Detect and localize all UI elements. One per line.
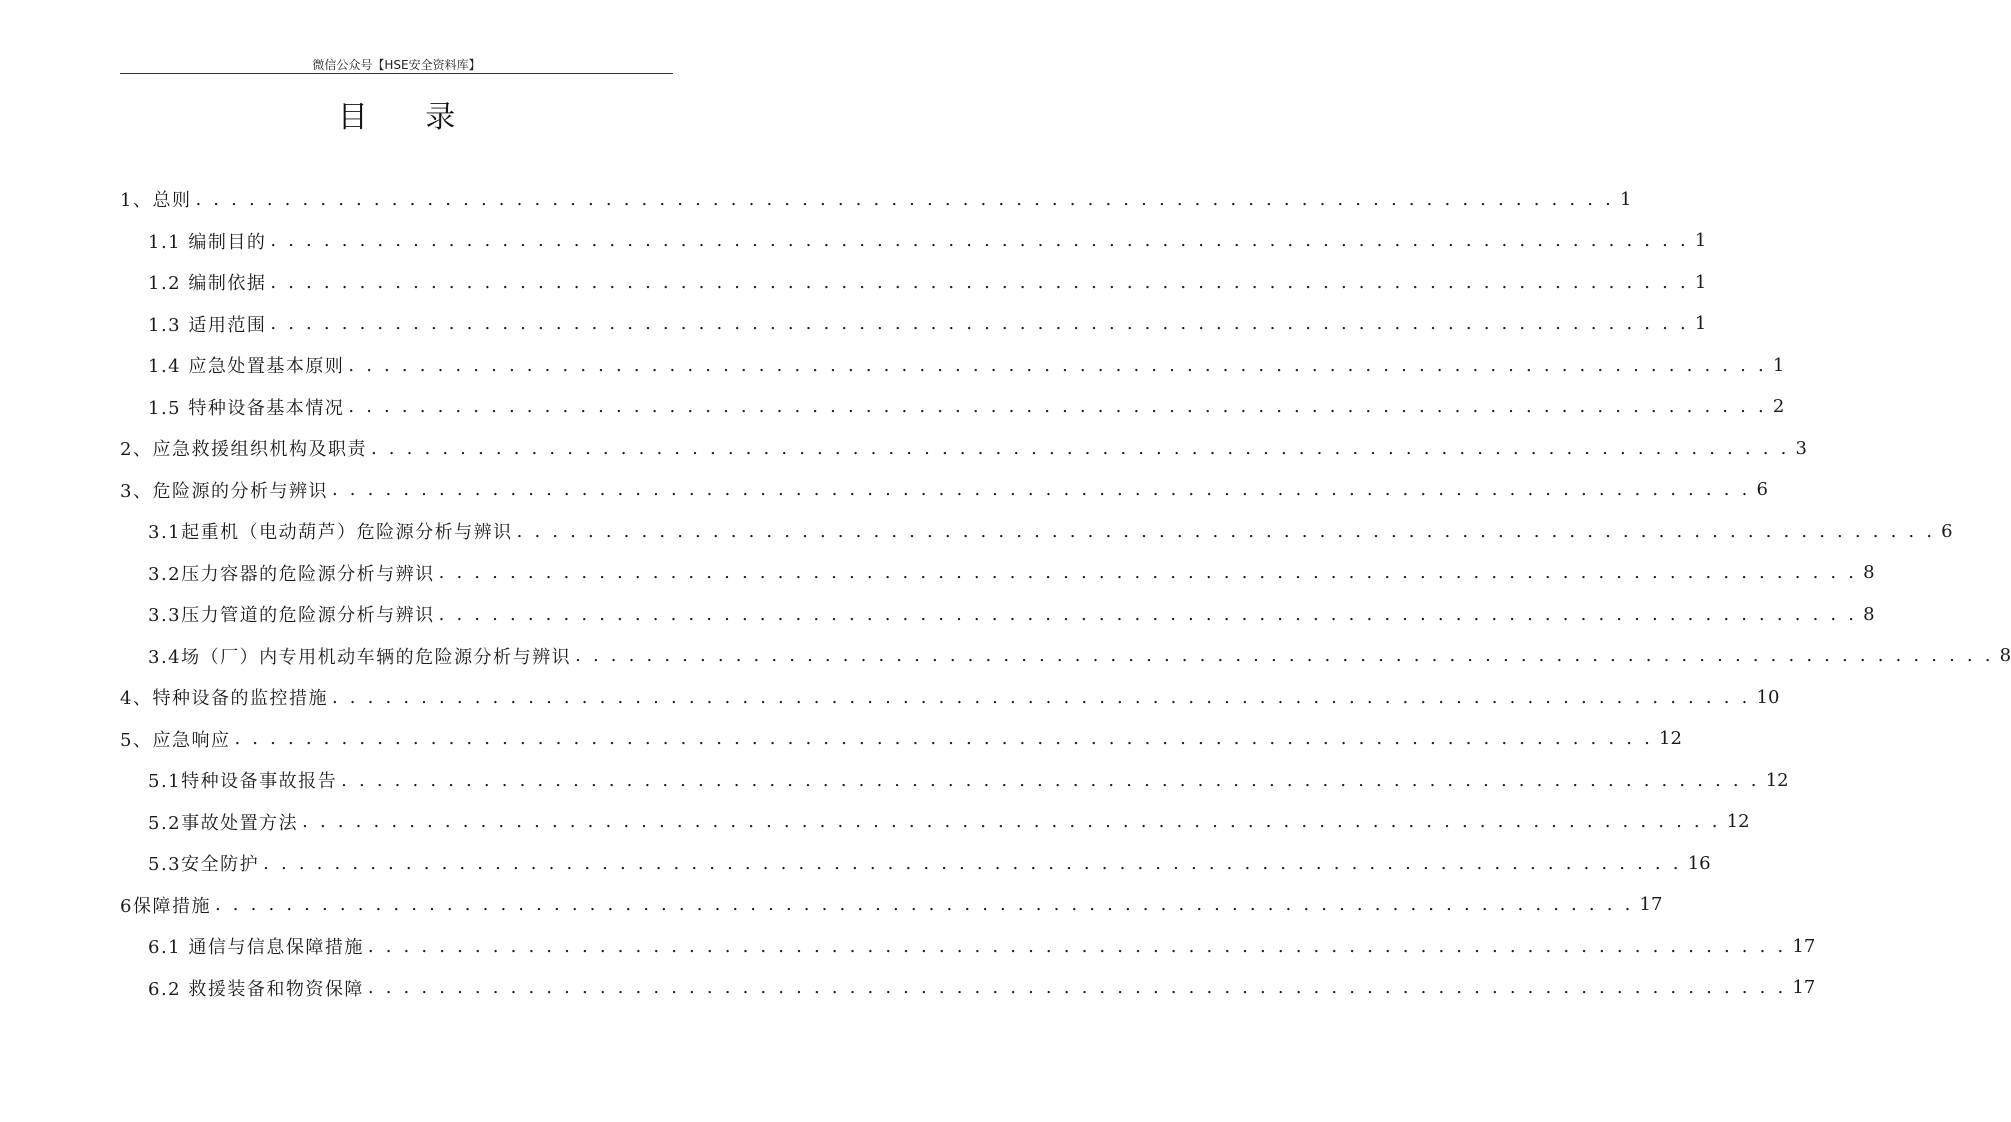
toc-entry[interactable] bbox=[120, 433, 1807, 463]
toc-entry[interactable] bbox=[120, 475, 1768, 505]
toc-entry[interactable] bbox=[148, 350, 1785, 380]
toc-entry-page: 6 bbox=[1941, 520, 1953, 542]
toc-entry-page: 12 bbox=[1765, 769, 1789, 791]
toc-leader-dots: . . . . . . . . . . . . . . . . . . . . . . . . . . . . . . . . . . . . . . . . . . . . . . . . . . . . . . . . . . . . . . . . . . . . . . . . . . . . . . . . bbox=[341, 769, 1760, 791]
toc-entry[interactable] bbox=[148, 599, 1875, 629]
toc-entry-page: 12 bbox=[1726, 811, 1750, 832]
toc-entry-page: 8 bbox=[1863, 603, 1875, 625]
toc-entry-page: 10 bbox=[1756, 686, 1780, 708]
toc-entry-page: 1 bbox=[1772, 354, 1785, 376]
toc-entry-page: 8 bbox=[1999, 645, 2011, 666]
toc-entry[interactable] bbox=[120, 724, 1682, 754]
toc-entry-label: 3.3压力管道的危险源分析与辨识 bbox=[148, 605, 435, 626]
toc-entry-label: 1、总则 bbox=[120, 190, 192, 211]
toc-entry-label: 1.2 编制依据 bbox=[148, 273, 267, 294]
toc-entry-label: 5.3安全防护 bbox=[148, 854, 260, 875]
toc-entry-label: 6保障措施 bbox=[120, 895, 211, 917]
toc-leader-dots: . . . . . . . . . . . . . . . . . . . . . . . . . . . . . . . . . . . . . . . . . . . . . . . . . . . . . . . . . . . . . . . . . . . . . . . . . . . . . . . . bbox=[270, 271, 1689, 293]
toc-entry-page: 1 bbox=[1694, 230, 1707, 251]
toc-entry[interactable] bbox=[148, 392, 1785, 422]
toc-entry-page: 17 bbox=[1639, 894, 1663, 915]
toc-entry-label: 3.4场（厂）内专用机动车辆的危险源分析与辨识 bbox=[148, 646, 572, 668]
toc-leader-dots: . . . . . . . . . . . . . . . . . . . . . . . . . . . . . . . . . . . . . . . . . . . . . . . . . . . . . . . . . . . . . . . . . . . . . . . . . . . . . . . . bbox=[348, 354, 1767, 376]
toc-leader-dots: . . . . . . . . . . . . . . . . . . . . . . . . . . . . . . . . . . . . . . . . . . . . . . . . . . . . . . . . . . . . . . . . . . . . . . . . . . . . . . . . bbox=[331, 686, 1751, 708]
toc-entry[interactable] bbox=[148, 267, 1707, 297]
toc-entry-page: 12 bbox=[1659, 728, 1682, 749]
toc-entry-label: 5.2事故处置方法 bbox=[148, 812, 299, 834]
toc-leader-dots: . . . . . . . . . . . . . . . . . . . . . . . . . . . . . . . . . . . . . . . . . . . . . . . . . . . . . . . . . . . . . . . . . . . . . . . . . . . . . . . . bbox=[348, 396, 1767, 417]
toc-entry-label: 6.2 救援装备和物资保障 bbox=[148, 978, 364, 1000]
toc-entry[interactable] bbox=[148, 765, 1789, 795]
toc-entry-page: 1 bbox=[1694, 313, 1707, 334]
toc-entry-page: 8 bbox=[1863, 562, 1875, 583]
toc-entry[interactable] bbox=[120, 184, 1632, 214]
toc-leader-dots: . . . . . . . . . . . . . . . . . . . . . . . . . . . . . . . . . . . . . . . . . . . . . . . . . . . . . . . . . . . . . . . . . . . . . . . . . . . . . . . . bbox=[516, 520, 1936, 542]
toc-leader-dots: . . . . . . . . . . . . . . . . . . . . . . . . . . . . . . . . . . . . . . . . . . . . . . . . . . . . . . . . . . . . . . . . . . . . . . . . . . . . . . . . bbox=[270, 230, 1689, 251]
toc-entry-page: 17 bbox=[1792, 977, 1816, 998]
toc-leader-dots: . . . . . . . . . . . . . . . . . . . . . . . . . . . . . . . . . . . . . . . . . . . . . . . . . . . . . . . . . . . . . . . . . . . . . . . . . . . . . . . . bbox=[270, 313, 1689, 334]
page-header: 微信公众号【HSE安全资料库】 bbox=[312, 58, 481, 72]
toc-entry-label: 5.1特种设备事故报告 bbox=[148, 771, 338, 792]
toc-entry-page: 2 bbox=[1772, 396, 1785, 417]
toc-entry-label: 1.3 适用范围 bbox=[148, 314, 267, 336]
toc-entry-page: 17 bbox=[1792, 935, 1816, 957]
toc-entry-label: 3.1起重机（电动葫芦）危险源分析与辨识 bbox=[148, 522, 513, 543]
toc-entry-label: 3、危险源的分析与辨识 bbox=[120, 480, 328, 502]
toc-entry-page: 1 bbox=[1620, 188, 1632, 210]
toc-entry-page: 16 bbox=[1687, 852, 1711, 874]
toc-entry-label: 2、应急救援组织机构及职责 bbox=[120, 439, 367, 460]
toc-entry[interactable] bbox=[120, 890, 1663, 920]
toc-leader-dots: . . . . . . . . . . . . . . . . . . . . . . . . . . . . . . . . . . . . . . . . . . . . . . . . . . . . . . . . . . . . . . . . . . . . . . . . . . . . . . . . bbox=[214, 894, 1634, 915]
toc-entry-page: 6 bbox=[1756, 479, 1768, 500]
toc-entry-label: 6.1 通信与信息保障措施 bbox=[148, 937, 364, 958]
toc-leader-dots: . . . . . . . . . . . . . . . . . . . . . . . . . . . . . . . . . . . . . . . . . . . . . . . . . . . . . . . . . . . . . . . . . . . . . . . . . . . . . . . . bbox=[263, 852, 1682, 874]
toc-entry[interactable] bbox=[148, 931, 1816, 961]
toc-entry[interactable] bbox=[148, 309, 1707, 339]
toc-entry-label: 4、特种设备的监控措施 bbox=[120, 688, 328, 709]
toc-leader-dots: . . . . . . . . . . . . . . . . . . . . . . . . . . . . . . . . . . . . . . . . . . . . . . . . . . . . . . . . . . . . . . . . . . . . . . . . . . . . . . . . bbox=[367, 977, 1787, 998]
toc-entry[interactable] bbox=[148, 226, 1707, 256]
toc-leader-dots: . . . . . . . . . . . . . . . . . . . . . . . . . . . . . . . . . . . . . . . . . . . . . . . . . . . . . . . . . . . . . . . . . . . . . . . . . . . . . . . . bbox=[575, 645, 1994, 666]
toc-leader-dots: . . . . . . . . . . . . . . . . . . . . . . . . . . . . . . . . . . . . . . . . . . . . . . . . . . . . . . . . . . . . . . . . . . . . . . . . . . . . . . . . bbox=[195, 188, 1614, 210]
toc-entry[interactable] bbox=[148, 558, 1875, 588]
toc-entry-label: 1.4 应急处置基本原则 bbox=[148, 356, 345, 377]
toc-leader-dots: . . . . . . . . . . . . . . . . . . . . . . . . . . . . . . . . . . . . . . . . . . . . . . . . . . . . . . . . . . . . . . . . . . . . . . . . . . . . . . . . bbox=[438, 562, 1858, 583]
toc-entry[interactable] bbox=[148, 807, 1750, 837]
toc-leader-dots: . . . . . . . . . . . . . . . . . . . . . . . . . . . . . . . . . . . . . . . . . . . . . . . . . . . . . . . . . . . . . . . . . . . . . . . . . . . . . . . . bbox=[370, 437, 1790, 459]
page-title: 目 录 bbox=[337, 100, 480, 135]
toc-entry[interactable] bbox=[148, 641, 2011, 671]
toc-entry[interactable] bbox=[120, 682, 1780, 712]
toc-entry-page: 1 bbox=[1694, 271, 1707, 293]
toc-leader-dots: . . . . . . . . . . . . . . . . . . . . . . . . . . . . . . . . . . . . . . . . . . . . . . . . . . . . . . . . . . . . . . . . . . . . . . . . . . . . . . . . bbox=[234, 728, 1653, 749]
toc-entry[interactable] bbox=[148, 973, 1816, 1003]
toc-leader-dots: . . . . . . . . . . . . . . . . . . . . . . . . . . . . . . . . . . . . . . . . . . . . . . . . . . . . . . . . . . . . . . . . . . . . . . . . . . . . . . . . bbox=[438, 603, 1858, 625]
toc-entry-label: 1.5 特种设备基本情况 bbox=[148, 397, 345, 419]
toc-entry[interactable] bbox=[148, 516, 1953, 546]
toc-entry[interactable] bbox=[148, 848, 1711, 878]
toc-leader-dots: . . . . . . . . . . . . . . . . . . . . . . . . . . . . . . . . . . . . . . . . . . . . . . . . . . . . . . . . . . . . . . . . . . . . . . . . . . . . . . . . bbox=[302, 811, 1721, 832]
toc-entry-page: 3 bbox=[1795, 437, 1807, 459]
toc-leader-dots: . . . . . . . . . . . . . . . . . . . . . . . . . . . . . . . . . . . . . . . . . . . . . . . . . . . . . . . . . . . . . . . . . . . . . . . . . . . . . . . . bbox=[331, 479, 1751, 500]
toc-leader-dots: . . . . . . . . . . . . . . . . . . . . . . . . . . . . . . . . . . . . . . . . . . . . . . . . . . . . . . . . . . . . . . . . . . . . . . . . . . . . . . . . bbox=[367, 935, 1787, 957]
toc-entry-label: 5、应急响应 bbox=[120, 729, 231, 751]
toc-entry-label: 3.2压力容器的危险源分析与辨识 bbox=[148, 563, 435, 585]
toc-entry-label: 1.1 编制目的 bbox=[148, 231, 267, 253]
